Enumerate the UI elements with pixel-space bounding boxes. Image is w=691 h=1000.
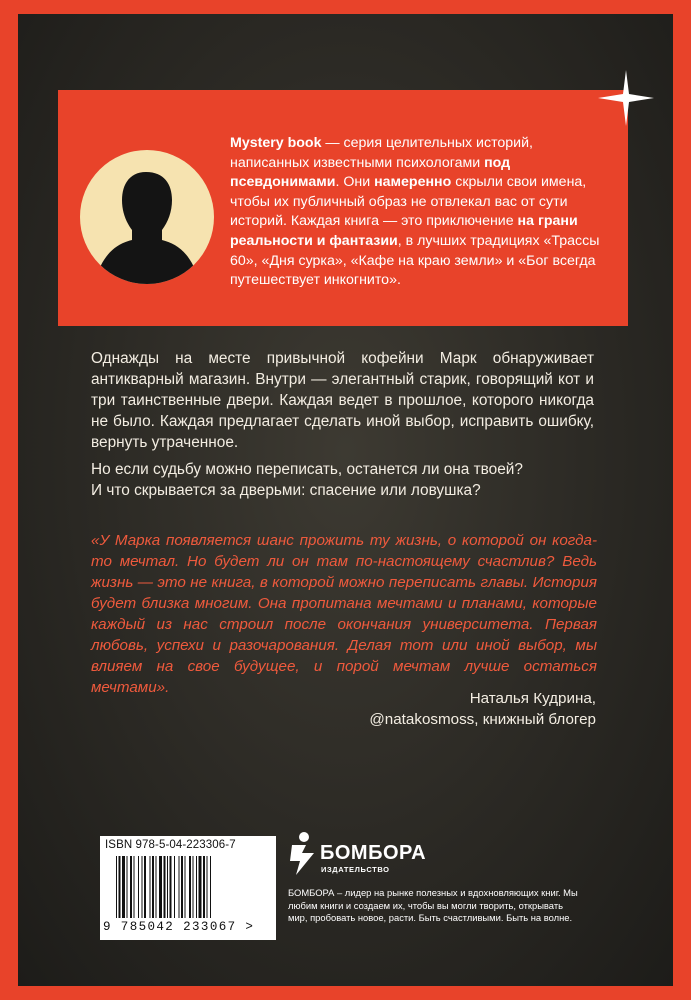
reviewer-handle: @natakosmoss, книжный блогер	[369, 711, 596, 728]
synopsis-paragraph: Однажды на месте привычной кофейни Марк обнаруживает антикварный магазин. Внутри — элегантный старик, говорящий кот и три таинственные двери. Каждая ведет в прошлое, которого никогда не было. Каждая предлагает сделать иной выбор, исправить ошибку, вернуть утраченное.	[91, 350, 594, 451]
publisher-subtitle: ИЗДАТЕЛЬСТВО	[321, 865, 390, 874]
publisher-description: БОМБОРА – лидер на рынке полезных и вдохновляющих книг. Мы любим книги и создаем их, чтобы вы могли творить, открывать мир, пробовать новое, расти. Быть счастливыми. Быть на волне.	[288, 887, 578, 924]
dark-background	[18, 14, 673, 986]
reviewer-name: Наталья Кудрина,	[469, 690, 596, 707]
series-description: Mystery book — серия целительных историй, написанных известными психологами под псевдонимами. Они намеренно скрыли свои имена, чтобы их публичный образ не отвлекал вас от сути историй. Каждая книга — это приключение на грани реальности и фантазии, в лучших традициях «Трассы 60», «Дня сурка», «Кафе на краю земли» и «Бог всегда путешествует инкогнито».	[230, 135, 600, 289]
publisher-logo-icon	[286, 831, 318, 875]
sparkle-star-icon	[598, 70, 654, 126]
series-brand: Mystery book	[230, 135, 322, 151]
teaser-question-1: Но если судьбу можно переписать, останется ли она твоей?	[91, 461, 523, 478]
teaser-questions	[91, 459, 611, 501]
quote-attribution	[278, 688, 596, 730]
isbn-number: ISBN 978-5-04-223306-7	[105, 839, 236, 851]
isbn-barcode	[100, 836, 276, 940]
publisher-name: БОМБОРА	[320, 842, 427, 864]
teaser-question-2: И что скрывается за дверьми: спасение или ловушка?	[91, 482, 481, 499]
series-info-panel	[58, 90, 628, 326]
author-silhouette-icon	[80, 150, 214, 284]
barcode-bars	[114, 856, 264, 918]
review-quote: «У Марка появляется шанс прожить ту жизнь, о которой он когда-то мечтал. Но будет ли он там по-настоящему счастлив? Ведь жизнь — это не книга, в которой можно переписать главы. История будет близка многим. Она пропитана мечтами и планами, которые каждый из нас строил после окончания университета. Первая любовь, успехи и разочарования. Делая тот или иной выбор, мы влияем на свое будущее, и порой мечтам лучше остаться мечтами».	[91, 532, 597, 696]
barcode-digits: 9 785042 233067 >	[103, 920, 255, 934]
